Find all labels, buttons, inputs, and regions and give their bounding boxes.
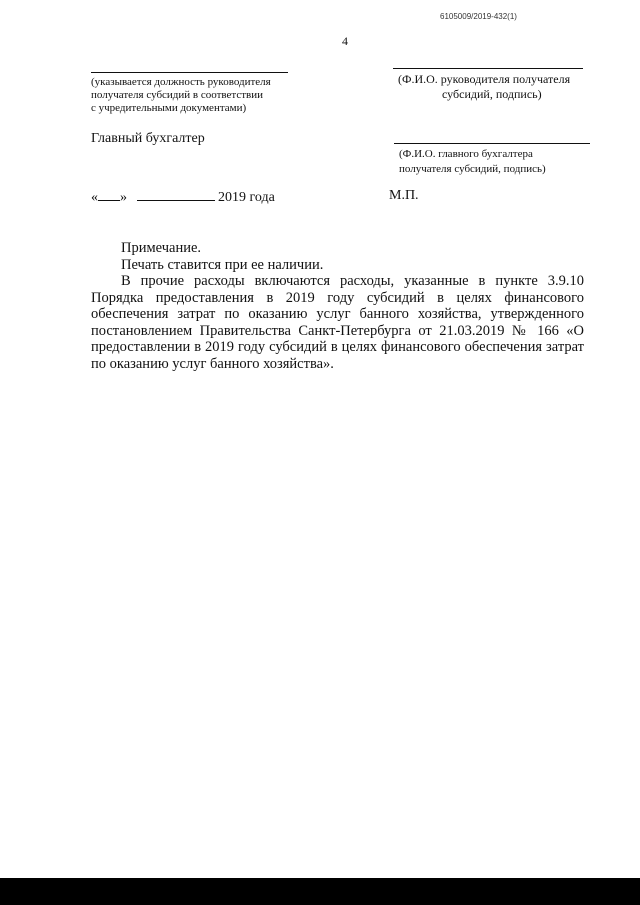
caption-line: (Ф.И.О. главного бухгалтера bbox=[399, 148, 533, 160]
caption-line: (Ф.И.О. руководителя получателя bbox=[398, 72, 571, 86]
day-blank bbox=[98, 188, 120, 201]
month-blank bbox=[137, 188, 215, 201]
caption-line: субсидий, подпись) bbox=[442, 87, 542, 101]
accountant-name-line bbox=[394, 143, 590, 144]
caption-line: (указывается должность руководителя bbox=[91, 76, 271, 88]
caption-line: получателя субсидий в соответствии bbox=[91, 89, 264, 101]
year-text: 2019 года bbox=[218, 190, 275, 205]
date-line bbox=[91, 188, 275, 206]
note-block bbox=[91, 240, 584, 372]
manager-name-line bbox=[393, 68, 583, 69]
note-line: Печать ставится при ее наличии. bbox=[121, 256, 324, 273]
note-paragraph: В прочие расходы включаются расходы, указанные в пункте 3.9.10 Порядка предоставления в 2019 году субсидий в целях финансового обеспечения затрат по оказанию услуг банного хозяйства, утвержденного постановлением Правительства Санкт-Петербурга от 21.03.2019 № 166 «О предоставлении в 2019 году субсидий в целях финансового обеспечения затрат по оказанию услуг банного хозяйства». bbox=[91, 273, 584, 372]
seal-mark: М.П. bbox=[389, 188, 419, 203]
accountant-name-caption bbox=[399, 147, 546, 177]
close-quote: » bbox=[120, 190, 127, 205]
chief-accountant-label: Главный бухгалтер bbox=[91, 131, 205, 146]
open-quote: « bbox=[91, 190, 98, 205]
document-id-stamp: 6105009/2019-432(1) bbox=[440, 12, 517, 21]
caption-line: с учредительными документами) bbox=[91, 102, 247, 114]
caption-line: получателя субсидий, подпись) bbox=[399, 163, 546, 175]
page-number: 4 bbox=[342, 34, 348, 48]
manager-name-caption bbox=[398, 72, 570, 102]
note-title: Примечание. bbox=[121, 240, 202, 256]
manager-position-line bbox=[91, 72, 288, 73]
manager-position-caption bbox=[91, 76, 271, 115]
